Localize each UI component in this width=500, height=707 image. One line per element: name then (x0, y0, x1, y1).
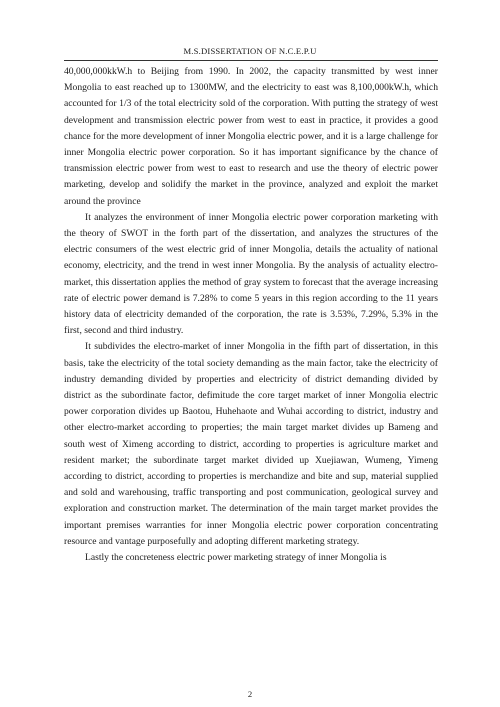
header-rule (64, 60, 438, 61)
body-text (64, 64, 438, 566)
paragraph-swot-analysis: It analyzes the environment of inner Mongolia electric power corporation marketing with the theory of SWOT in the forth part of the dissertation, and analyzes the structures of the electric consumers of the west electric grid of inner Mongolia, details the actuality of national economy, electricity, and the trend in west inner Mongolia. By the analysis of actuality electro-market, this dissertation applies the method of gray system to forecast that the average increasing rate of electric power demand is 7.28% to come 5 years in this region according to the 11 years history data of electricity demanded of the corporation, the rate is 3.53%, 7.29%, 5.3% in the first, second and third industry. (64, 211, 438, 337)
paragraph-continuation: 40,000,000kkW.h to Beijing from 1990. In 2002, the capacity transmitted by west inner Mongolia to east reached up to 1300MW, and the electricity to east was 8,100,000kW.h, which accounted for 1/3 of the total electricity sold of the corporation. With putting the strategy of west development and transmission electric power from west to east in practice, it provides a good chance for the more development of inner Mongolia electric power, and it is a large challenge for inner Mongolia electric power corporation. So it has important significance by the chance of transmission electric power from west to east to research and use the theory of electric power marketing, develop and solidify the market in the province, analyzed and exploit the market around the province (64, 66, 438, 207)
paragraph-marketing-strategy: Lastly the concreteness electric power marketing strategy of inner Mongolia is (85, 552, 387, 564)
paragraph-market-subdivision: It subdivides the electro-market of inner Mongolia in the fifth part of dissertation, in this basis, take the electricity of the total society demanding as the main factor, take the electricity of industry demanding divided by properties and electricity of district demanding divided by district as the subordinate factor, defimitude the core target market of inner Mongolia electric power corporation divides up Baotou, Huhehaote and Wuhai according to district, industry and other electro-market according to properties; the main target market divides up Bameng and south west of Ximeng according to district, according to properties is agriculture market and resident market; the subordinate target market divided up Xuejiawan, Wumeng, Yimeng according to district, according to properties is merchandize and bite and sup, material supplied and sold and warehousing, traffic transporting and post communication, geological survey and exploration and construction market. The determination of the main target market provides the important premises warranties for inner Mongolia electric power corporation concentrating resource and vantage purposefully and adopting different marketing strategy. (64, 341, 438, 547)
page-number: 2 (247, 689, 253, 699)
running-header: M.S.DISSERTATION OF N.C.E.P.U (183, 46, 317, 56)
